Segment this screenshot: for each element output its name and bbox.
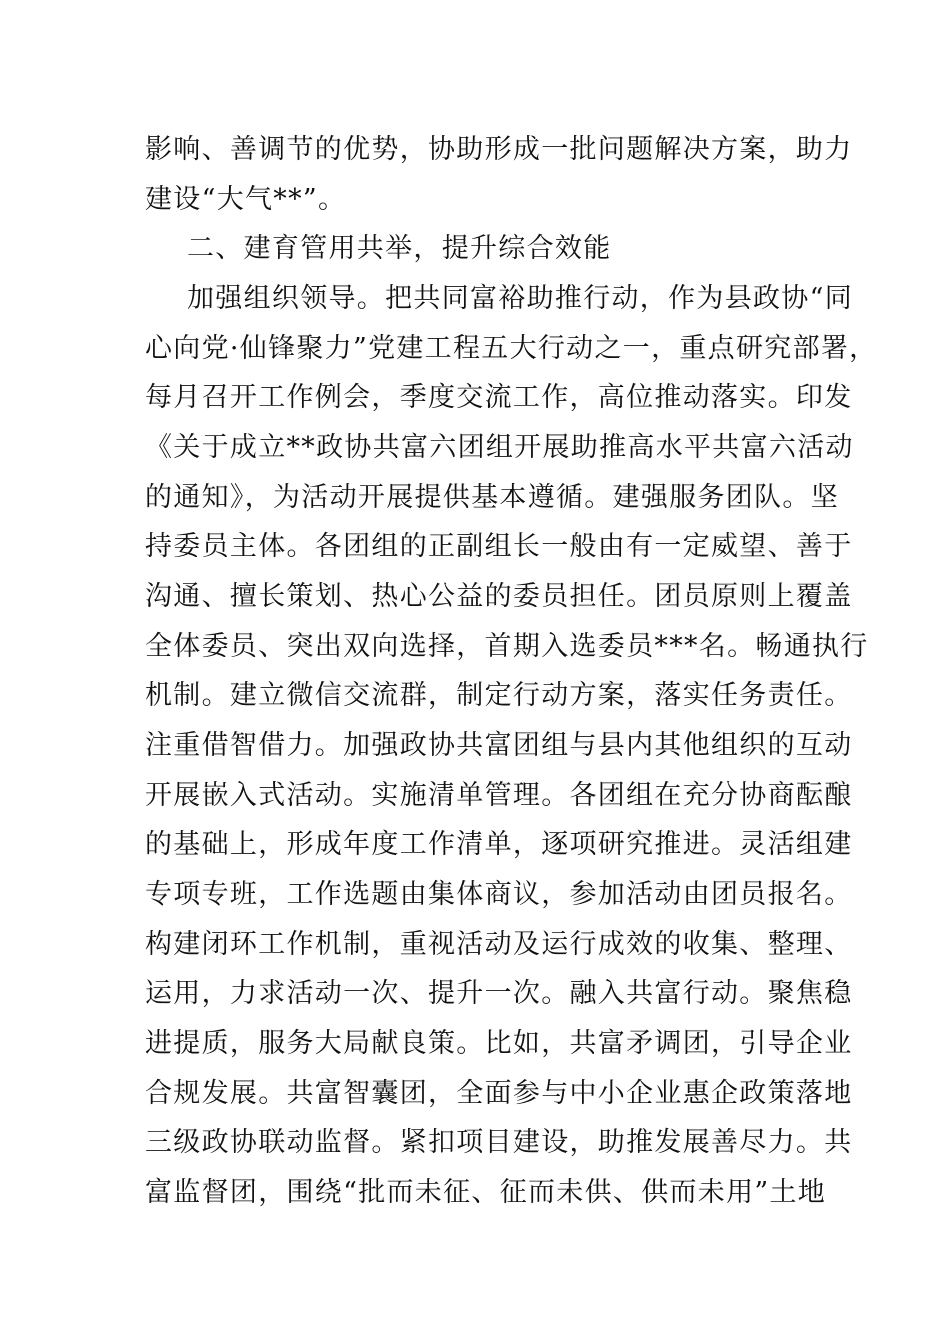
text-line: 建设“大气**”。 [145, 184, 347, 215]
text-line: 运用，力求活动一次、提升一次。融入共富行动。聚焦稳 [145, 978, 853, 1009]
text-line: 心向党·仙锋聚力”党建工程五大行动之一，重点研究部署， [145, 333, 878, 364]
text-line: 《关于成立**政协共富六团组开展助推高水平共富六活动 [145, 432, 854, 463]
text-line: 持委员主体。各团组的正副组长一般由有一定威望、善于 [145, 531, 853, 562]
text-line: 富监督团，围绕“批而未征、征而未供、供而未用”土地 [145, 1177, 827, 1208]
section-heading: 二、建育管用共举，提升综合效能 [187, 233, 612, 264]
text-line: 专项专班，工作选题由集体商议，参加活动由团员报名。 [145, 879, 853, 910]
text-line: 影响、善调节的优势，协助形成一批问题解决方案，助力 [145, 134, 853, 165]
text-line: 三级政协联动监督。紧扣项目建设，助推发展善尽力。共 [145, 1127, 853, 1158]
text-line: 的通知》，为活动开展提供基本遵循。建强服务团队。坚 [145, 482, 839, 513]
text-line: 合规发展。共富智囊团，全面参与中小企业惠企政策落地 [145, 1078, 853, 1109]
text-line: 开展嵌入式活动。实施清单管理。各团组在充分协商酝酿 [145, 780, 853, 811]
text-line: 注重借智借力。加强政协共富团组与县内其他组织的互动 [145, 730, 853, 761]
text-line: 进提质，服务大局献良策。比如，共富矛调团，引导企业 [145, 1028, 853, 1059]
text-line: 加强组织领导。把共同富裕助推行动，作为县政协“同 [187, 283, 854, 314]
text-line: 每月召开工作例会，季度交流工作，高位推动落实。印发 [145, 382, 853, 413]
text-line: 构建闭环工作机制，重视活动及运行成效的收集、整理、 [145, 929, 853, 960]
text-line: 全体委员、突出双向选择，首期入选委员***名。畅通执行 [145, 631, 869, 662]
text-line: 机制。建立微信交流群，制定行动方案，落实任务责任。 [145, 680, 853, 711]
text-line: 沟通、擅长策划、热心公益的委员担任。团员原则上覆盖 [145, 581, 853, 612]
text-line: 的基础上，形成年度工作清单，逐项研究推进。灵活组建 [145, 829, 853, 860]
